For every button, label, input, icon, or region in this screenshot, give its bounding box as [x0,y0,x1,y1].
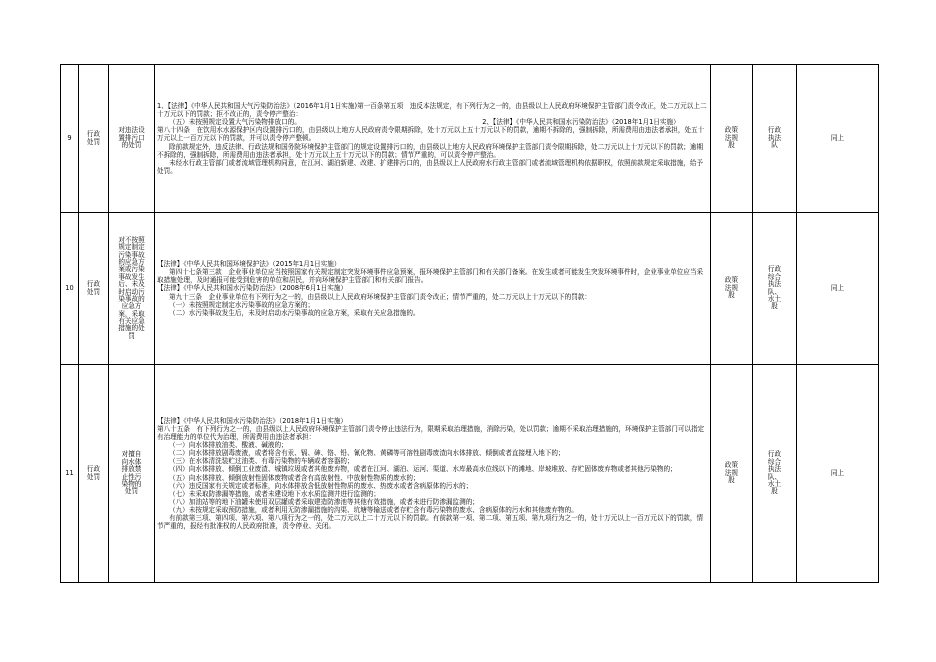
penalty-category: 行政处罚 [79,365,109,583]
enforcement-unit: 行政执法队 [753,65,797,213]
remark: 同上 [797,65,879,213]
legal-basis: 1、【法律】《中华人民共和国大气污染防治法》（2016年1月1日实施)第一百条第五项 违反本法规定，有下列行为之一的，由县级以上人民政府环境保护主管部门责令改正，处二万元以上二十万元以下的罚款；拒不改正的，责令停产整治： （五）未按照规定设置大气污染物排放口的。 2、【法律】《中华人民共和国水污染防治法》（2018年1月1日实施） 第八十四条 在饮用水水源保护区内设置排污口的，由县级以上地方人民政府责令限期拆除，处十万元以上五十万元以下的罚款，逾期不拆除的，强制拆除，所需费用由违法者承担，处五十万元以上一百万元以下的罚款，并可以责令停产整顿。 除前款规定外，违反法律、行政法规和国务院环境保护主管部门的规定设置排污口的，由县级以上地方人民政府环境保护主管部门责令限期拆除，处二万元以上十万元以下的罚款；逾期不拆除的，强制拆除，所需费用由违法者承担，处十万元以上五十万元以下的罚款；情节严重的，可以责令停产整治。 未经水行政主管部门或者流域管理机构同意，在江河、湖泊新建、改建、扩建排污口的，由县级以上人民政府水行政主管部门或者流域管理机构依据职权，依照前款规定采取措施，给予处罚。 [155,65,711,213]
table-row [61,213,879,365]
implementing-body: 政策法规股 [711,365,753,583]
legal-basis: 【法律】《中华人民共和国环境保护法》（2015年1月1日实施） 第四十七条第三款 企业事业单位应当按照国家有关规定制定突发环境事件应急预案，报环境保护主管部门和有关部门备案。在发生或者可能发生突发环境事件时，企业事业单位应当采取措施处理，及时通报可能受到危害的单位和居民，并向环境保护主管部门和有关部门报告。 【法律】《中华人民共和国水污染防治法》（2008年6月1日实施） 第九十三条 企业事业单位有下列行为之一的，由县级以上人民政府环境保护主管部门责令改正；情节严重的，处二万元以上十万元以下的罚款： （一）未按照规定制定水污染事故的应急方案的； （二）水污染事故发生后，未及时启动水污染事故的应急方案，采取有关应急措施的。 [155,213,711,365]
penalty-category: 行政处罚 [79,213,109,365]
penalty-item: 对不按照规定制定污染事故的应急方案或污染事故发生后、未及时启动污染事故的应急方案，采取有关应急措施的处罚 [109,213,155,365]
remark: 同上 [797,365,879,583]
regulation-table [60,64,879,583]
enforcement-unit: 行政综合执法队、水土股 [753,365,797,583]
penalty-item: 对擅自向水体排放禁止性污染物的处罚 [109,365,155,583]
row-number: 10 [61,213,79,365]
penalty-item: 对违法设置排污口的处罚 [109,65,155,213]
row-number: 9 [61,65,79,213]
penalty-category: 行政处罚 [79,65,109,213]
enforcement-unit: 行政综合执法队、水土股 [753,213,797,365]
table-row [61,65,879,213]
table-row [61,365,879,583]
implementing-body: 政策法规股 [711,213,753,365]
row-number: 11 [61,365,79,583]
remark: 同上 [797,213,879,365]
implementing-body: 政策法规股 [711,65,753,213]
legal-basis: 【法律】《中华人民共和国水污染防治法》（2018年1月1日实施） 第八十五条 有下列行为之一的，由县级以上人民政府环境保护主管部门责令停止违法行为，限期采取治理措施，消除污染，处以罚款；逾期不采取治理措施的，环境保护主管部门可以指定有治理能力的单位代为治理，所需费用由违法者承担： （一）向水体排放油类、酸液、碱液的； （二）向水体排放剧毒废液，或者将含有汞、镉、砷、铬、铅、氰化物、黄磷等可溶性剧毒废渣向水体排放、倾倒或者直接埋入地下的； （三）在水体清洗装贮过油类、有毒污染物的车辆或者容器的； （四）向水体排放、倾倒工业废渣、城镇垃圾或者其他废弃物，或者在江河、湖泊、运河、渠道、水库最高水位线以下的滩地、岸坡堆放、存贮固体废弃物或者其他污染物的； （五）向水体排放、倾倒放射性固体废物或者含有高放射性、中放射性物质的废水的； （六）违反国家有关规定或者标准，向水体排放含低放射性物质的废水、热废水或者含病原体的污水的； （七）未采取防渗漏等措施，或者未建设地下水水质监测井进行监测的； （八）加油站等的地下油罐未使用双层罐或者采取建造防渗池等其他有效措施，或者未进行防渗漏监测的； （九）未按规定采取预防措施，或者利用无防渗漏措施的沟渠、坑塘等输送或者存贮含有毒污染物的废水、含病原体的污水和其他废弃物的。 有前款第三项、第四项、第六项、第八项行为之一的，处二万元以上二十万元以下的罚款。有前款第一项、第二项、第五项、第九项行为之一的，处十万元以上一百万元以下的罚款，情节严重的，报经有批准权的人民政府批准，责令停业、关闭。 [155,365,711,583]
